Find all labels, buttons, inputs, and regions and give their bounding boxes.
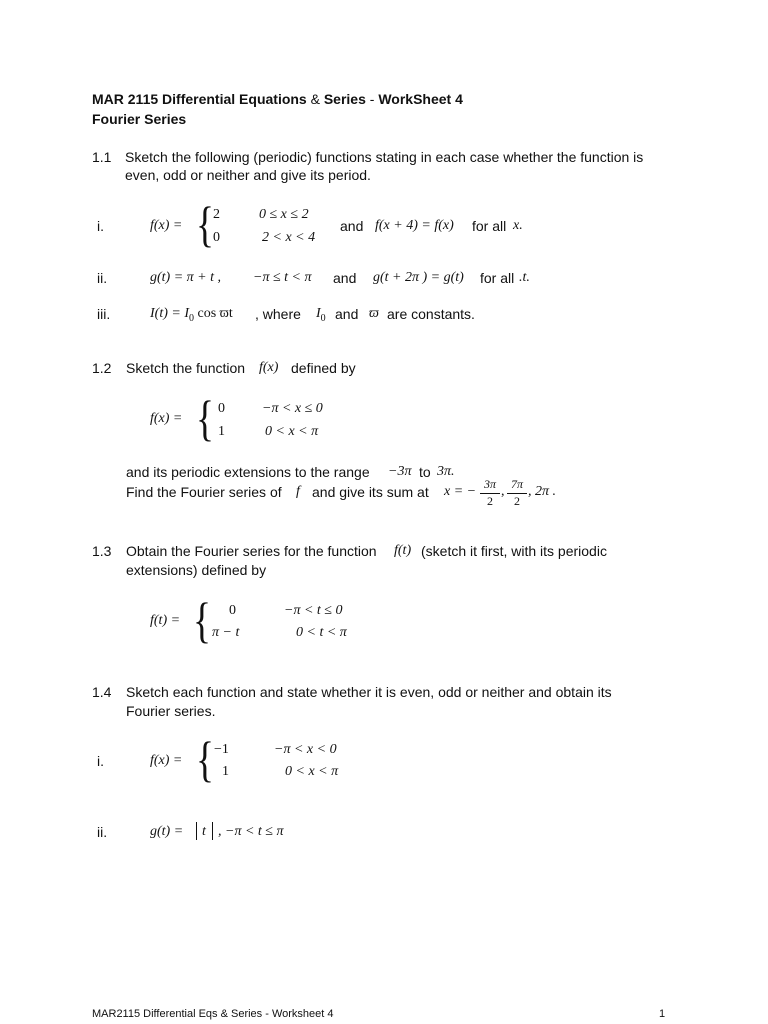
q1-2-extension-text: and its periodic extensions to the range	[126, 464, 370, 480]
q1-1-i-case2-value: 0	[213, 230, 220, 245]
q1-1-iii-omega: ϖ	[369, 306, 379, 321]
q1-3-lhs: f(t) =	[150, 613, 181, 628]
title-course: MAR 2115 Differential Equations	[92, 91, 307, 107]
q1-2-defined-by: defined by	[291, 360, 356, 376]
q1-1-iii-i: I	[316, 306, 321, 321]
worksheet-title	[92, 91, 463, 107]
q1-1-i-periodicity: f(x + 4) = f(x)	[375, 218, 454, 233]
q1-2-find-f: f	[296, 484, 300, 499]
q1-1-ii-label: ii.	[97, 270, 108, 286]
page-number: 1	[659, 1008, 666, 1020]
q1-2-extension-to: 3π.	[437, 464, 455, 479]
q1-1-ii-for-all: for all	[480, 270, 515, 286]
q1-4-ii-abs-bar-left	[196, 822, 197, 840]
q1-2-case1-value: 0	[218, 401, 225, 416]
q1-2-x-equals: x = −	[444, 484, 477, 499]
q1-4-ii-lhs: g(t) =	[150, 824, 184, 839]
q1-1-ii-range: −π ≤ t < π	[253, 270, 312, 285]
q1-1-i-case1-condition: 0 ≤ x ≤ 2	[259, 207, 309, 222]
q1-1-iii-rhs: cos ϖt	[197, 306, 233, 321]
q1-4-number: 1.4	[92, 684, 112, 700]
q1-2-fraction1-denominator: 2	[487, 494, 493, 508]
q1-4-ii-t: t	[202, 824, 206, 839]
q1-2-extension-to-word: to	[419, 464, 431, 480]
q1-2-fraction1-numerator: 3π	[483, 477, 496, 491]
q1-4-ii-abs-bar-right	[212, 822, 213, 840]
q1-2-number: 1.2	[92, 360, 112, 376]
worksheet-subtitle: Fourier Series	[92, 111, 187, 127]
q1-2-fraction2-numerator: 7π	[510, 477, 523, 491]
q1-1-number: 1.1	[92, 149, 112, 165]
q1-3-brace: {	[193, 592, 211, 648]
q1-1-line2: even, odd or neither and give its period.	[125, 167, 371, 183]
q1-4-i-case1-value: −1	[214, 742, 229, 757]
q1-3-line1b: (sketch it first, with its periodic	[421, 543, 607, 559]
q1-3-line2: extensions) defined by	[126, 562, 267, 578]
q1-3-line1: Obtain the Fourier series for the function	[126, 543, 377, 559]
q1-2-comma: ,	[501, 484, 505, 499]
q1-2-tail: , 2π .	[528, 484, 557, 499]
q1-4-i-case1-condition: −π < x < 0	[274, 742, 337, 757]
q1-2-case2-value: 1	[218, 424, 225, 439]
footer-text: MAR2115 Differential Eqs & Series - Worksheet 4	[92, 1008, 334, 1020]
q1-4-i-lhs: f(x) =	[150, 753, 183, 768]
q1-1-iii-lhs: I(t) = I	[150, 306, 189, 321]
title-dash: -	[369, 91, 375, 107]
q1-1-i-lhs: f(x) =	[150, 218, 183, 233]
q1-2-case1-condition: −π < x ≤ 0	[262, 401, 323, 416]
q1-2-find-text: Find the Fourier series of	[126, 484, 282, 500]
q1-4-i-case2-condition: 0 < x < π	[285, 764, 339, 779]
q1-1-iii-expression	[150, 306, 233, 324]
q1-3-ft: f(t)	[394, 543, 412, 558]
q1-4-line2: Fourier series.	[126, 703, 216, 719]
q1-4-i-case2-value: 1	[222, 764, 229, 779]
q1-3-number: 1.3	[92, 543, 112, 559]
title-ampersand: &	[310, 91, 320, 107]
q1-1-line1: Sketch the following (periodic) functions stating in each case whether the function is	[125, 149, 644, 165]
q1-1-iii-i-subscript: 0	[320, 312, 326, 324]
q1-1-i-case1-value: 2	[213, 207, 220, 222]
q1-1-iii-tail: are constants.	[387, 306, 475, 322]
q1-3-case1-value: 0	[229, 603, 236, 618]
q1-3-case2-condition: 0 < t < π	[296, 625, 347, 640]
q1-1-ii-periodicity: g(t + 2π ) = g(t)	[373, 270, 464, 285]
q1-2-brace: {	[196, 390, 214, 446]
q1-4-ii-range: , −π < t ≤ π	[218, 824, 284, 839]
title-series: Series	[323, 91, 366, 107]
q1-1-ii-and: and	[333, 270, 357, 286]
q1-1-iii-label: iii.	[97, 306, 111, 322]
q1-2-extension-from: −3π	[388, 464, 412, 479]
q1-1-iii-where: , where	[255, 306, 301, 322]
q1-3-case1-condition: −π < t ≤ 0	[284, 603, 343, 618]
q1-4-line1: Sketch each function and state whether it is even, odd or neither and obtain its	[126, 684, 612, 700]
title-worksheet: WorkSheet 4	[378, 91, 463, 107]
q1-4-i-label: i.	[97, 753, 104, 769]
q1-1-iii-subscript: 0	[189, 312, 194, 324]
q1-2-intro: Sketch the function	[126, 360, 246, 376]
q1-1-iii-constant-i0	[316, 306, 326, 324]
q1-1-i-for-all: for all	[472, 218, 507, 234]
q1-2-case2-condition: 0 < x < π	[265, 424, 319, 439]
q1-1-iii-and: and	[335, 306, 359, 322]
q1-1-i-variable: x.	[513, 218, 523, 233]
q1-1-i-label: i.	[97, 218, 104, 234]
q1-3-case2-value: π − t	[212, 625, 240, 640]
q1-1-i-and: and	[340, 218, 364, 234]
q1-1-i-brace: {	[196, 196, 214, 252]
q1-2-find-mid: and give its sum at	[312, 484, 429, 500]
q1-2-fraction2-denominator: 2	[514, 494, 520, 508]
q1-4-ii-label: ii.	[97, 824, 108, 840]
q1-1-ii-variable: .t.	[519, 270, 530, 285]
q1-2-lhs: f(x) =	[150, 411, 183, 426]
q1-4-i-brace: {	[196, 731, 214, 787]
q1-1-i-case2-condition: 2 < x < 4	[262, 230, 316, 245]
q1-1-ii-expression: g(t) = π + t ,	[150, 270, 222, 285]
q1-2-fx: f(x)	[259, 360, 279, 375]
